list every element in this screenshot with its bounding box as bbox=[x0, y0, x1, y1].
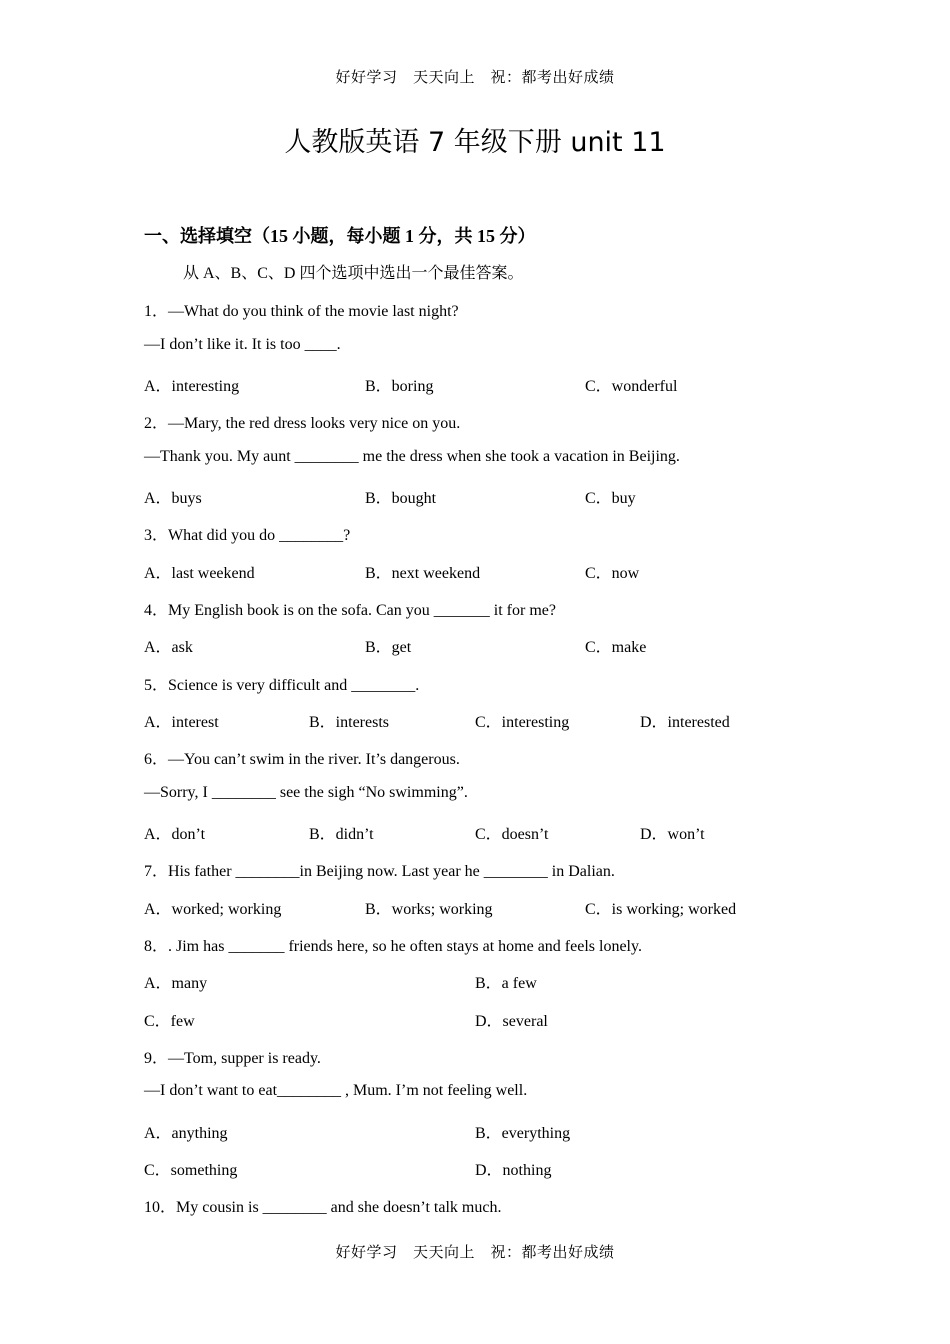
question-4-option-c: C．make bbox=[585, 639, 647, 656]
question-4-option-b: B．get bbox=[365, 639, 412, 656]
question-7-option-a: A．worked; working bbox=[144, 901, 282, 918]
question-1-option-c: C．wonderful bbox=[585, 378, 678, 395]
question-9-option-b: B．everything bbox=[475, 1125, 571, 1142]
section-heading: 一、选择填空（15 小题，每小题 1 分，共 15 分） bbox=[144, 226, 536, 246]
question-7-option-c: C．is working; worked bbox=[585, 901, 737, 918]
question-5-option-c: C．interesting bbox=[475, 714, 570, 731]
question-4-option-a: A．ask bbox=[144, 639, 193, 656]
question-6-line-2: —Sorry, I ________ see the sigh “No swimming”. bbox=[144, 784, 468, 801]
section-instruction: 从 A、B、C、D 四个选项中选出一个最佳答案。 bbox=[183, 265, 524, 282]
question-1-option-b: B．boring bbox=[365, 378, 434, 395]
question-1-line-1: 1．—What do you think of the movie last night? bbox=[144, 303, 459, 320]
question-2-option-b: B．bought bbox=[365, 490, 437, 507]
question-8-option-a: A．many bbox=[144, 975, 208, 992]
question-8-option-c: C．few bbox=[144, 1013, 195, 1030]
question-6-option-a: A．don’t bbox=[144, 826, 206, 843]
question-4-line-1: 4．My English book is on the sofa. Can you _______ it for me? bbox=[144, 602, 556, 619]
question-3-option-b: B．next weekend bbox=[365, 565, 481, 582]
question-5-line-1: 5．Science is very difficult and ________. bbox=[144, 677, 420, 694]
page-header: 好好学习 天天向上 祝：都考出好成绩 bbox=[335, 70, 615, 86]
question-3-option-c: C．now bbox=[585, 565, 640, 582]
question-9-line-1: 9．—Tom, supper is ready. bbox=[144, 1050, 321, 1067]
question-6-option-c: C．doesn’t bbox=[475, 826, 549, 843]
question-6-option-d: D．won’t bbox=[640, 826, 705, 843]
question-9-option-a: A．anything bbox=[144, 1125, 228, 1142]
question-1-option-a: A．interesting bbox=[144, 378, 240, 395]
question-3-option-a: A．last weekend bbox=[144, 565, 255, 582]
page-footer: 好好学习 天天向上 祝：都考出好成绩 bbox=[335, 1245, 615, 1261]
document-title: 人教版英语 7 年级下册 unit 11 bbox=[284, 127, 666, 158]
question-5-option-d: D．interested bbox=[640, 714, 730, 731]
question-9-option-d: D．nothing bbox=[475, 1162, 552, 1179]
question-9-line-2: —I don’t want to eat________ , Mum. I’m not feeling well. bbox=[144, 1082, 528, 1099]
question-2-option-c: C．buy bbox=[585, 490, 636, 507]
question-2-line-2: —Thank you. My aunt ________ me the dress when she took a vacation in Beijing. bbox=[144, 448, 680, 465]
question-1-line-2: —I don’t like it. It is too ____. bbox=[144, 336, 341, 353]
question-8-option-b: B．a few bbox=[475, 975, 537, 992]
question-2-line-1: 2．—Mary, the red dress looks very nice on you. bbox=[144, 415, 461, 432]
question-7-line-1: 7．His father ________in Beijing now. Last year he ________ in Dalian. bbox=[144, 863, 615, 880]
question-6-option-b: B．didn’t bbox=[309, 826, 374, 843]
question-3-line-1: 3．What did you do ________? bbox=[144, 527, 351, 544]
question-6-line-1: 6．—You can’t swim in the river. It’s dangerous. bbox=[144, 751, 460, 768]
question-5-option-a: A．interest bbox=[144, 714, 219, 731]
question-8-line-1: 8．. Jim has _______ friends here, so he often stays at home and feels lonely. bbox=[144, 938, 642, 955]
question-2-option-a: A．buys bbox=[144, 490, 202, 507]
question-7-option-b: B．works; working bbox=[365, 901, 493, 918]
question-8-option-d: D．several bbox=[475, 1013, 548, 1030]
question-9-option-c: C．something bbox=[144, 1162, 238, 1179]
question-5-option-b: B．interests bbox=[309, 714, 389, 731]
question-10-line-1: 10．My cousin is ________ and she doesn’t talk much. bbox=[144, 1199, 502, 1216]
